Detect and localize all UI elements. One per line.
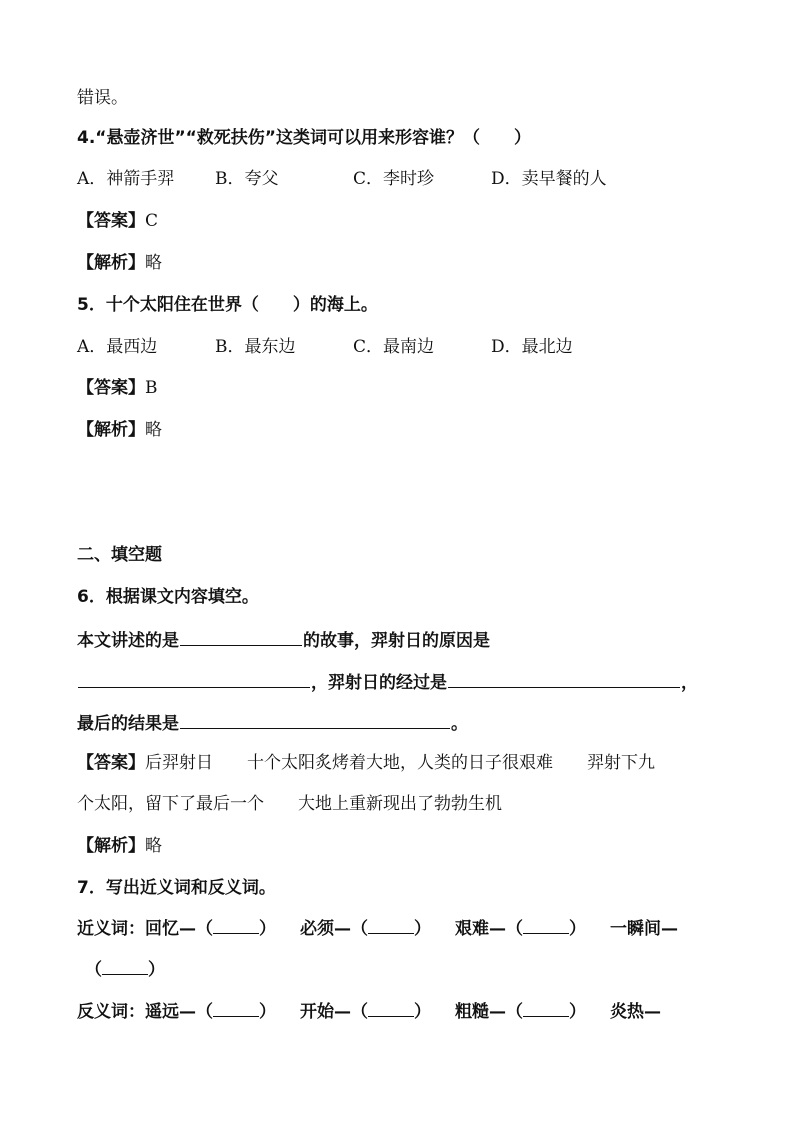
fill-blank	[78, 669, 310, 688]
q6-text: ，	[681, 673, 698, 693]
q6-line-3	[77, 710, 717, 736]
q4-option-a: A．神箭手羿	[77, 169, 175, 189]
q7-antonyms	[77, 1000, 717, 1024]
fill-blank	[180, 627, 302, 646]
answer-value: C	[145, 211, 159, 231]
fill-blank	[523, 1000, 569, 1017]
paren-close: ）	[414, 1002, 431, 1022]
q6-text: ，羿射日的经过是	[311, 673, 447, 693]
answer-value: B	[145, 378, 158, 398]
q6-answer-cont	[77, 792, 717, 816]
fill-blank	[368, 917, 414, 934]
q6-text: 。	[451, 714, 468, 734]
synonym-item: 艰难—（	[455, 919, 523, 939]
analysis-tag: 【解析】	[77, 836, 145, 856]
q7-stem: 7．写出近义词和反义词。	[77, 878, 276, 898]
q4-option-b: B．夸父	[215, 169, 279, 189]
antonym-item: 炎热—	[610, 1002, 661, 1022]
q7-synonyms	[77, 917, 717, 941]
q5-answer	[77, 376, 717, 400]
q5-option-d: D．最北边	[491, 337, 573, 357]
fill-blank	[180, 710, 450, 729]
q6-analysis	[77, 834, 717, 858]
analysis-tag: 【解析】	[77, 253, 145, 273]
analysis-value: 略	[145, 253, 162, 273]
paren-close: ）	[569, 919, 586, 939]
answer-tag: 【答案】	[77, 378, 145, 398]
q6-line-2	[77, 669, 717, 695]
antonym-item: 遥远—（	[145, 1002, 213, 1022]
section-heading: 二、填空题	[77, 545, 162, 565]
q5-options	[77, 335, 717, 359]
answer-tag: 【答案】	[77, 753, 145, 773]
q5-analysis	[77, 418, 717, 442]
paren-close: ）	[148, 960, 165, 980]
antonym-item: 粗糙—（	[455, 1002, 523, 1022]
q6-line-1	[77, 627, 717, 653]
q7-synonyms-cont	[85, 958, 717, 982]
paren-close: ）	[569, 1002, 586, 1022]
paren-open: （	[85, 960, 102, 980]
answer-value: 十个太阳炙烤着大地，人类的日子很艰难	[247, 753, 553, 773]
answer-value: 羿射下九	[587, 753, 655, 773]
fill-blank	[448, 669, 680, 688]
q5-option-c: C．最南边	[353, 337, 435, 357]
q6-text: 的故事，羿射日的原因是	[303, 631, 490, 651]
analysis-value: 略	[145, 420, 162, 440]
fill-blank	[523, 917, 569, 934]
synonym-label: 近义词：	[77, 919, 145, 939]
q5-option-a: A．最西边	[77, 337, 158, 357]
answer-value: 大地上重新现出了勃勃生机	[298, 794, 502, 814]
antonym-label: 反义词：	[77, 1002, 145, 1022]
q6-stem: 6．根据课文内容填空。	[77, 587, 259, 607]
q6-text: 最后的结果是	[77, 714, 179, 734]
analysis-tag: 【解析】	[77, 420, 145, 440]
q4-stem: 4.“悬壶济世”“救死扶伤”这类词可以用来形容谁？（ ）	[77, 128, 531, 148]
q5-option-b: B．最东边	[215, 337, 296, 357]
fill-blank	[102, 958, 148, 975]
analysis-value: 略	[145, 836, 162, 856]
q4-answer	[77, 209, 717, 233]
q4-option-d: D．卖早餐的人	[491, 169, 607, 189]
paren-close: ）	[414, 919, 431, 939]
q4-options	[77, 167, 717, 191]
synonym-item: 一瞬间—	[610, 919, 678, 939]
q6-text: 本文讲述的是	[77, 631, 179, 651]
synonym-item: 必须—（	[300, 919, 368, 939]
antonym-item: 开始—（	[300, 1002, 368, 1022]
q5-stem: 5．十个太阳住在世界（ ）的海上。	[77, 295, 378, 315]
q4-option-c: C．李时珍	[353, 169, 435, 189]
answer-value: 后羿射日	[145, 753, 213, 773]
paren-close: ）	[259, 1002, 276, 1022]
fill-blank	[213, 917, 259, 934]
q6-answer	[77, 751, 717, 775]
fill-blank	[368, 1000, 414, 1017]
answer-value: 个太阳，留下了最后一个	[77, 794, 264, 814]
q4-analysis	[77, 251, 717, 275]
paren-close: ）	[259, 919, 276, 939]
synonym-item: 回忆—（	[145, 919, 213, 939]
continued-text: 错误。	[77, 88, 128, 108]
fill-blank	[213, 1000, 259, 1017]
answer-tag: 【答案】	[77, 211, 145, 231]
